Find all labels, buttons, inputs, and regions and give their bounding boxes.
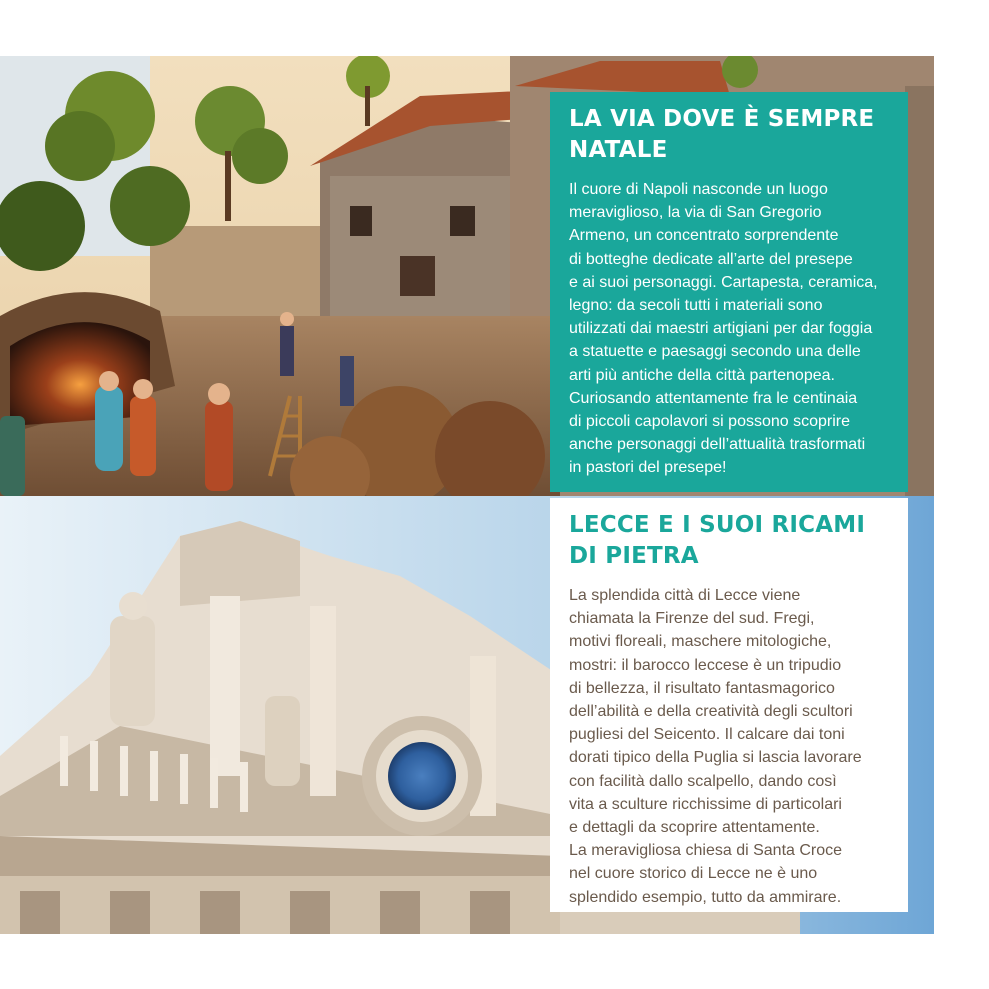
body-line: utilizzati dai maestri artigiani per dar foggia [569,320,873,338]
body-line: arti più antiche della città partenopea. [569,366,835,384]
body-line: Il cuore di Napoli nasconde un luogo [569,181,828,198]
section-lecce-title [569,510,894,572]
body-line: dell’abilità e della creatività degli scultori [569,703,853,721]
section-lecce-body [569,584,894,909]
body-line: splendido esempio, tutto da ammirare. [569,888,842,906]
body-line: dorati tipico della Puglia si lascia lavorare [569,749,862,767]
body-line: e ai suoi personaggi. Cartapesta, ceramica, [569,273,878,291]
body-line: di piccoli capolavori si possono scoprire [569,413,851,431]
body-line: chiamata la Firenze del sud. Fregi, [569,610,815,628]
body-line: La splendida città di Lecce viene [569,587,801,604]
section-napoli-panel [550,92,908,492]
body-line: di bellezza, il risultato fantasmagorico [569,679,835,697]
body-line: a statuette e paesaggi secondo una delle [569,343,861,361]
section-lecce-title-line: DI PIETRA [569,543,699,569]
body-line: di botteghe dedicate all’arte del presepe [569,250,853,268]
section-lecce-title-line: LECCE E I SUOI RICAMI [569,512,866,538]
body-line: vita a sculture ricchissime di particolari [569,795,842,813]
section-napoli-title-line: LA VIA DOVE È SEMPRE [569,106,875,132]
section-lecce-panel [550,498,908,912]
body-line: La meravigliosa chiesa di Santa Croce [569,842,843,860]
body-line: pugliesi del Seicento. Il calcare dai toni [569,726,845,744]
body-line: e dettagli da scoprire attentamente. [569,819,820,837]
body-line: anche personaggi dell’attualità trasformati [569,436,866,454]
body-line: mostri: il barocco leccese è un tripudio [569,656,842,674]
section-napoli-title-line: NATALE [569,137,668,163]
section-napoli-title [569,104,894,166]
body-line: motivi floreali, maschere mitologiche, [569,633,832,651]
body-line: nel cuore storico di Lecce ne è uno [569,865,818,883]
body-line: meraviglioso, la via di San Gregorio [569,204,822,222]
body-line: con facilità dallo scalpello, dando così [569,772,837,790]
body-line: in pastori del presepe! [569,459,727,477]
section-napoli-body [569,178,894,480]
body-line: Armeno, un concentrato sorprendente [569,227,839,245]
body-line: legno: da secoli tutti i materiali sono [569,297,823,315]
body-line: Curiosando attentamente fra le centinaia [569,389,858,407]
